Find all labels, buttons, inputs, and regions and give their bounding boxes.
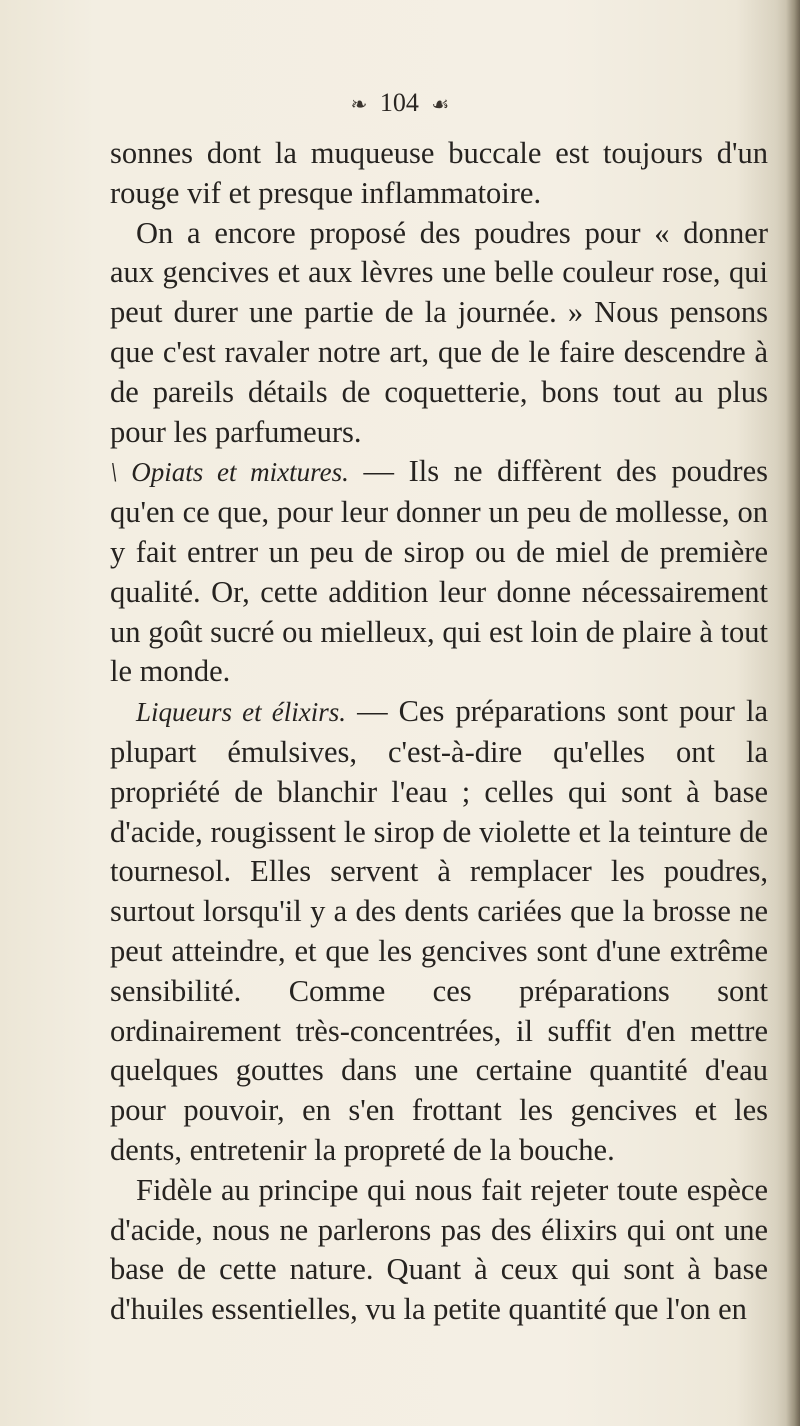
paragraph-text: — Ils ne diffèrent des poudres qu'en ce que, pour leur donner un peu de mollesse, on y fait entrer un peu de sirop ou de miel de première qualité. Or, cette addition leur donne nécessairement un goût sucré ou mielleux, qui est loin de plaire à tout le monde. [110, 454, 768, 689]
paragraph-opiats [110, 452, 768, 692]
page-header [0, 88, 800, 118]
paragraph-continuation [110, 134, 768, 214]
paragraph-text: Fidèle au principe qui nous fait rejeter toute espèce d'acide, nous ne parlerons pas des élixirs qui ont une base de cette nature. Quant à ceux qui sont à base d'huiles essentielles, vu la petite quantité que l'on en [110, 1172, 768, 1327]
paragraph-poudres [110, 214, 768, 453]
paragraph-text: sonnes dont la muqueuse buccale est toujours d'un rouge vif et presque inflammatoire. [110, 136, 768, 210]
paragraph-liqueurs [110, 692, 768, 1171]
page-edge-shadow [786, 0, 800, 1426]
section-lead-liqueurs: Liqueurs et élixirs. [136, 697, 347, 728]
ornament-right-icon: ☙ [431, 94, 450, 116]
section-lead-opiats: \ Opiats et mixtures. [110, 457, 349, 488]
body-text [110, 134, 768, 1330]
paragraph-fidele [110, 1171, 768, 1330]
paragraph-text: On a encore proposé des poudres pour « donner aux gencives et aux lèvres une belle couleur rose, qui peut durer une partie de la journée. » Nous pensons que c'est ravaler notre art, que de le faire descendre à de pareils détails de coquetterie, bons tout au plus pour les parfumeurs. [110, 215, 768, 449]
paragraph-text: — Ces préparations sont pour la plupart émulsives, c'est-à-dire qu'elles ont la propriété de blanchir l'eau ; celles qui sont à base d'acide, rougissent le sirop de violette et la teinture de tournesol. Elles servent à remplacer les poudres, surtout lorsqu'il y a des dents cariées que la brosse ne peut atteindre, et que les gencives sont d'une extrême sensibilité. Comme ces préparations sont ordinairement très-concentrées, il suffit d'en mettre quelques gouttes dans une certaine quantité d'eau pour pouvoir, en s'en frottant les gencives et les dents, entretenir la propreté de la bouche. [110, 694, 768, 1167]
ornament-left-icon: ❧ [350, 94, 368, 116]
page-number: 104 [379, 88, 419, 117]
